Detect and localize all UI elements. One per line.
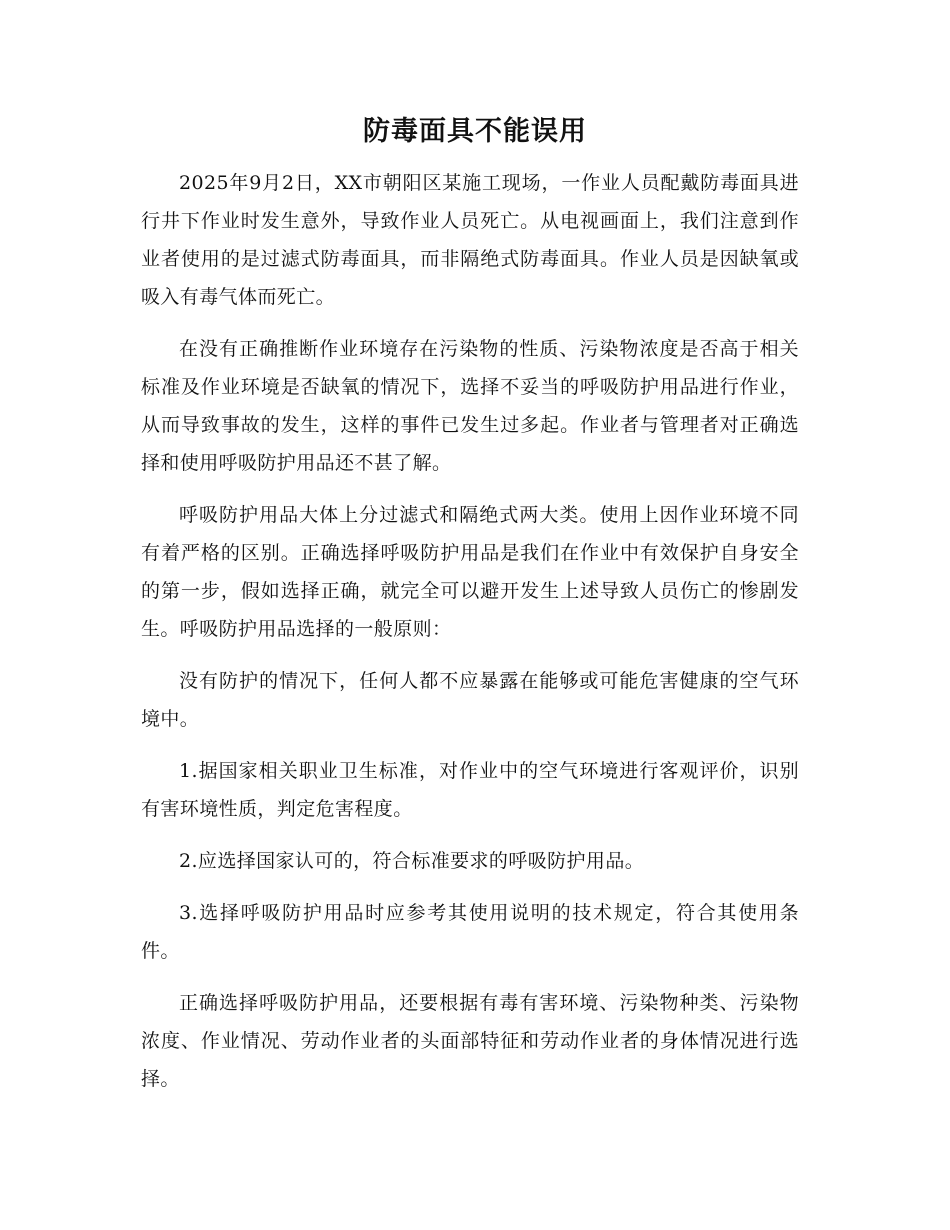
paragraph-cause: 在没有正确推断作业环境存在污染物的性质、污染物浓度是否高于相关标准及作业环境是否缺氧的情况下，选择不妥当的呼吸防护用品进行作业，从而导致事故的发生，这样的事件已发生过多起。作业者与管理者对正确选择和使用呼吸防护用品还不甚了解。 [141,338,799,474]
paragraph-classification: 呼吸防护用品大体上分过滤式和隔绝式两大类。使用上因作业环境不同有着严格的区别。正确选择呼吸防护用品是我们在作业中有效保护自身安全的第一步，假如选择正确，就完全可以避开发生上述导致人员伤亡的惨剧发生。呼吸防护用品选择的一般原则： [141,504,799,640]
paragraph-principle: 没有防护的情况下，任何人都不应暴露在能够或可能危害健康的空气环境中。 [141,670,799,730]
paragraph-item-3: 3.选择呼吸防护用品时应参考其使用说明的技术规定，符合其使用条件。 [141,902,799,962]
document-title: 防毒面具不能误用 [363,116,587,147]
document-body [141,164,799,1112]
paragraph-item-1: 1.据国家相关职业卫生标准，对作业中的空气环境进行客观评价，识别有害环境性质，判定危害程度。 [141,760,799,820]
paragraph-item-2: 2.应选择国家认可的，符合标准要求的呼吸防护用品。 [179,850,645,872]
paragraph-conclusion: 正确选择呼吸防护用品，还要根据有毒有害环境、污染物种类、污染物浓度、作业情况、劳动作业者的头面部特征和劳动作业者的身体情况进行选择。 [141,992,799,1090]
paragraph-incident: 2025年9月2日，XX市朝阳区某施工现场，一作业人员配戴防毒面具进行井下作业时发生意外，导致作业人员死亡。从电视画面上，我们注意到作业者使用的是过滤式防毒面具，而非隔绝式防毒面具。作业人员是因缺氧或吸入有毒气体而死亡。 [141,172,799,308]
